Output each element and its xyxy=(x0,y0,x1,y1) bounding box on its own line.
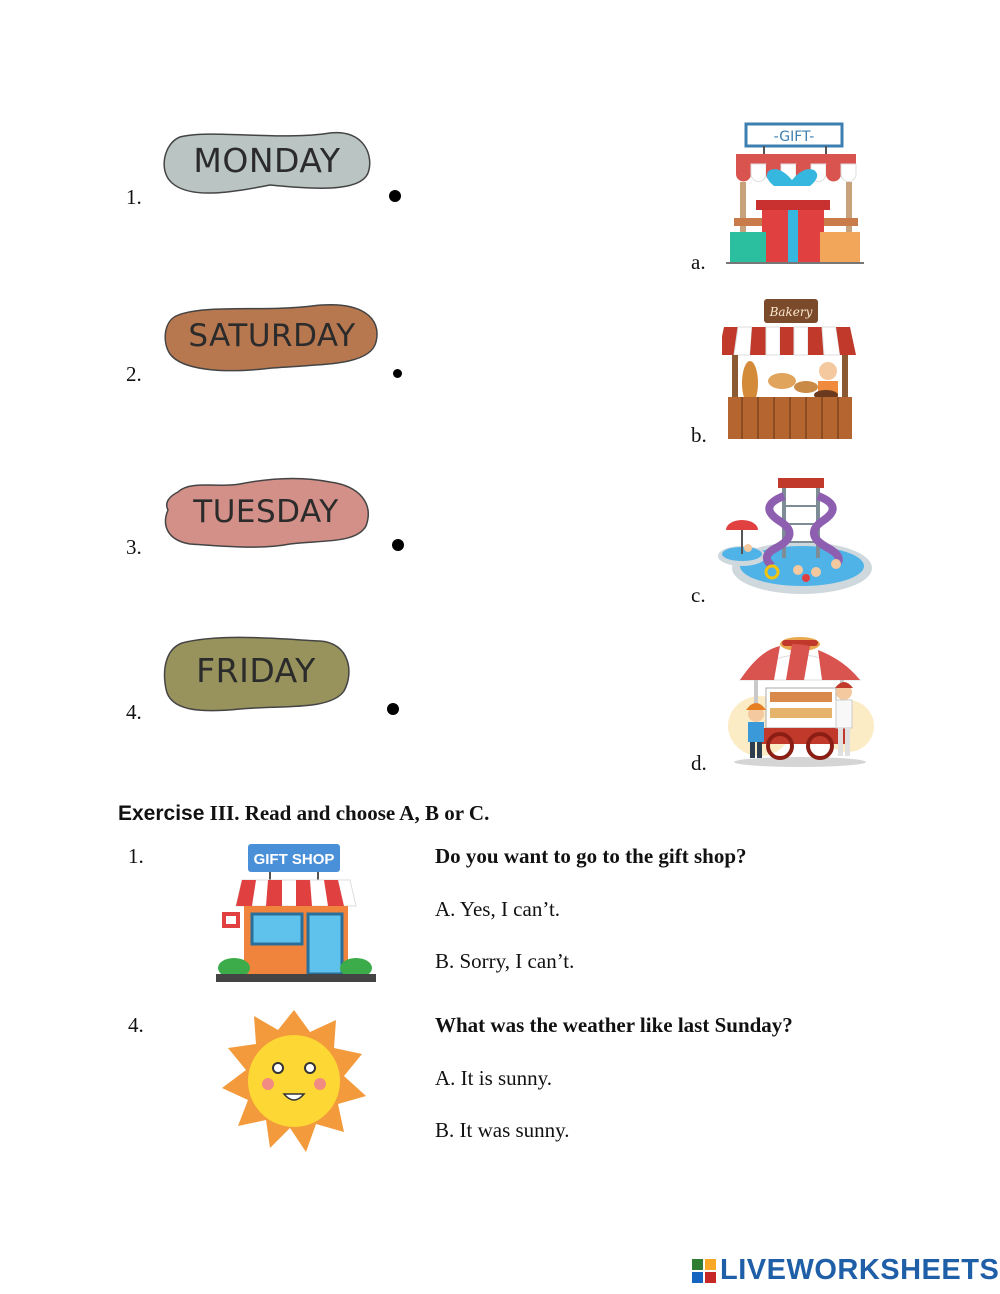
picture-letter: a. xyxy=(691,250,706,274)
option-b[interactable]: B. Sorry, I can’t. xyxy=(435,949,575,973)
gift-shop-icon xyxy=(216,842,376,984)
picture-letter: c. xyxy=(691,583,706,607)
exercise-heading-title: III. Read and choose A, B or C. xyxy=(204,801,490,825)
option-a[interactable]: A. It is sunny. xyxy=(435,1066,553,1090)
shop-sign: GIFT SHOP xyxy=(253,851,335,868)
water-park-icon[interactable] xyxy=(712,472,874,600)
item-number: 3. xyxy=(126,535,142,559)
picture-letter: d. xyxy=(691,751,707,775)
logo-text: LIVEWORKSHEETS xyxy=(720,1254,1000,1286)
question-number: 4. xyxy=(128,1013,144,1037)
match-dot[interactable] xyxy=(389,190,401,202)
stall-sign: -GIFT- xyxy=(773,129,815,145)
gift-stall-icon[interactable] xyxy=(722,122,868,267)
bakery-stall-icon[interactable] xyxy=(722,297,858,441)
exercise-heading-prefix: Exercise xyxy=(118,802,205,825)
item-number: 1. xyxy=(126,185,142,209)
stall-sign: Bakery xyxy=(769,305,813,319)
logo-mark-icon xyxy=(692,1259,716,1283)
day-label-text: SATURDAY xyxy=(188,318,356,354)
exercise-heading xyxy=(118,801,489,826)
option-a[interactable]: A. Yes, I can’t. xyxy=(435,897,561,921)
day-label-saturday[interactable] xyxy=(162,300,382,374)
day-label-text: FRIDAY xyxy=(196,651,316,690)
match-dot[interactable] xyxy=(392,539,404,551)
picture-letter: b. xyxy=(691,423,707,447)
sun-icon xyxy=(220,1008,368,1154)
item-number: 4. xyxy=(126,700,142,724)
day-label-tuesday[interactable] xyxy=(160,474,372,552)
day-label-friday[interactable] xyxy=(160,633,352,715)
question-number: 1. xyxy=(128,844,144,868)
day-label-text: TUESDAY xyxy=(193,494,339,530)
day-label-monday[interactable] xyxy=(160,127,374,199)
question-text: What was the weather like last Sunday? xyxy=(435,1013,793,1037)
item-number: 2. xyxy=(126,362,142,386)
match-dot[interactable] xyxy=(393,369,402,378)
day-label-text: MONDAY xyxy=(193,141,341,180)
hot-dog-cart-icon[interactable] xyxy=(720,630,876,768)
liveworksheets-logo[interactable] xyxy=(692,1254,999,1287)
option-b[interactable]: B. It was sunny. xyxy=(435,1118,570,1142)
question-text: Do you want to go to the gift shop? xyxy=(435,844,747,868)
match-dot[interactable] xyxy=(387,703,399,715)
